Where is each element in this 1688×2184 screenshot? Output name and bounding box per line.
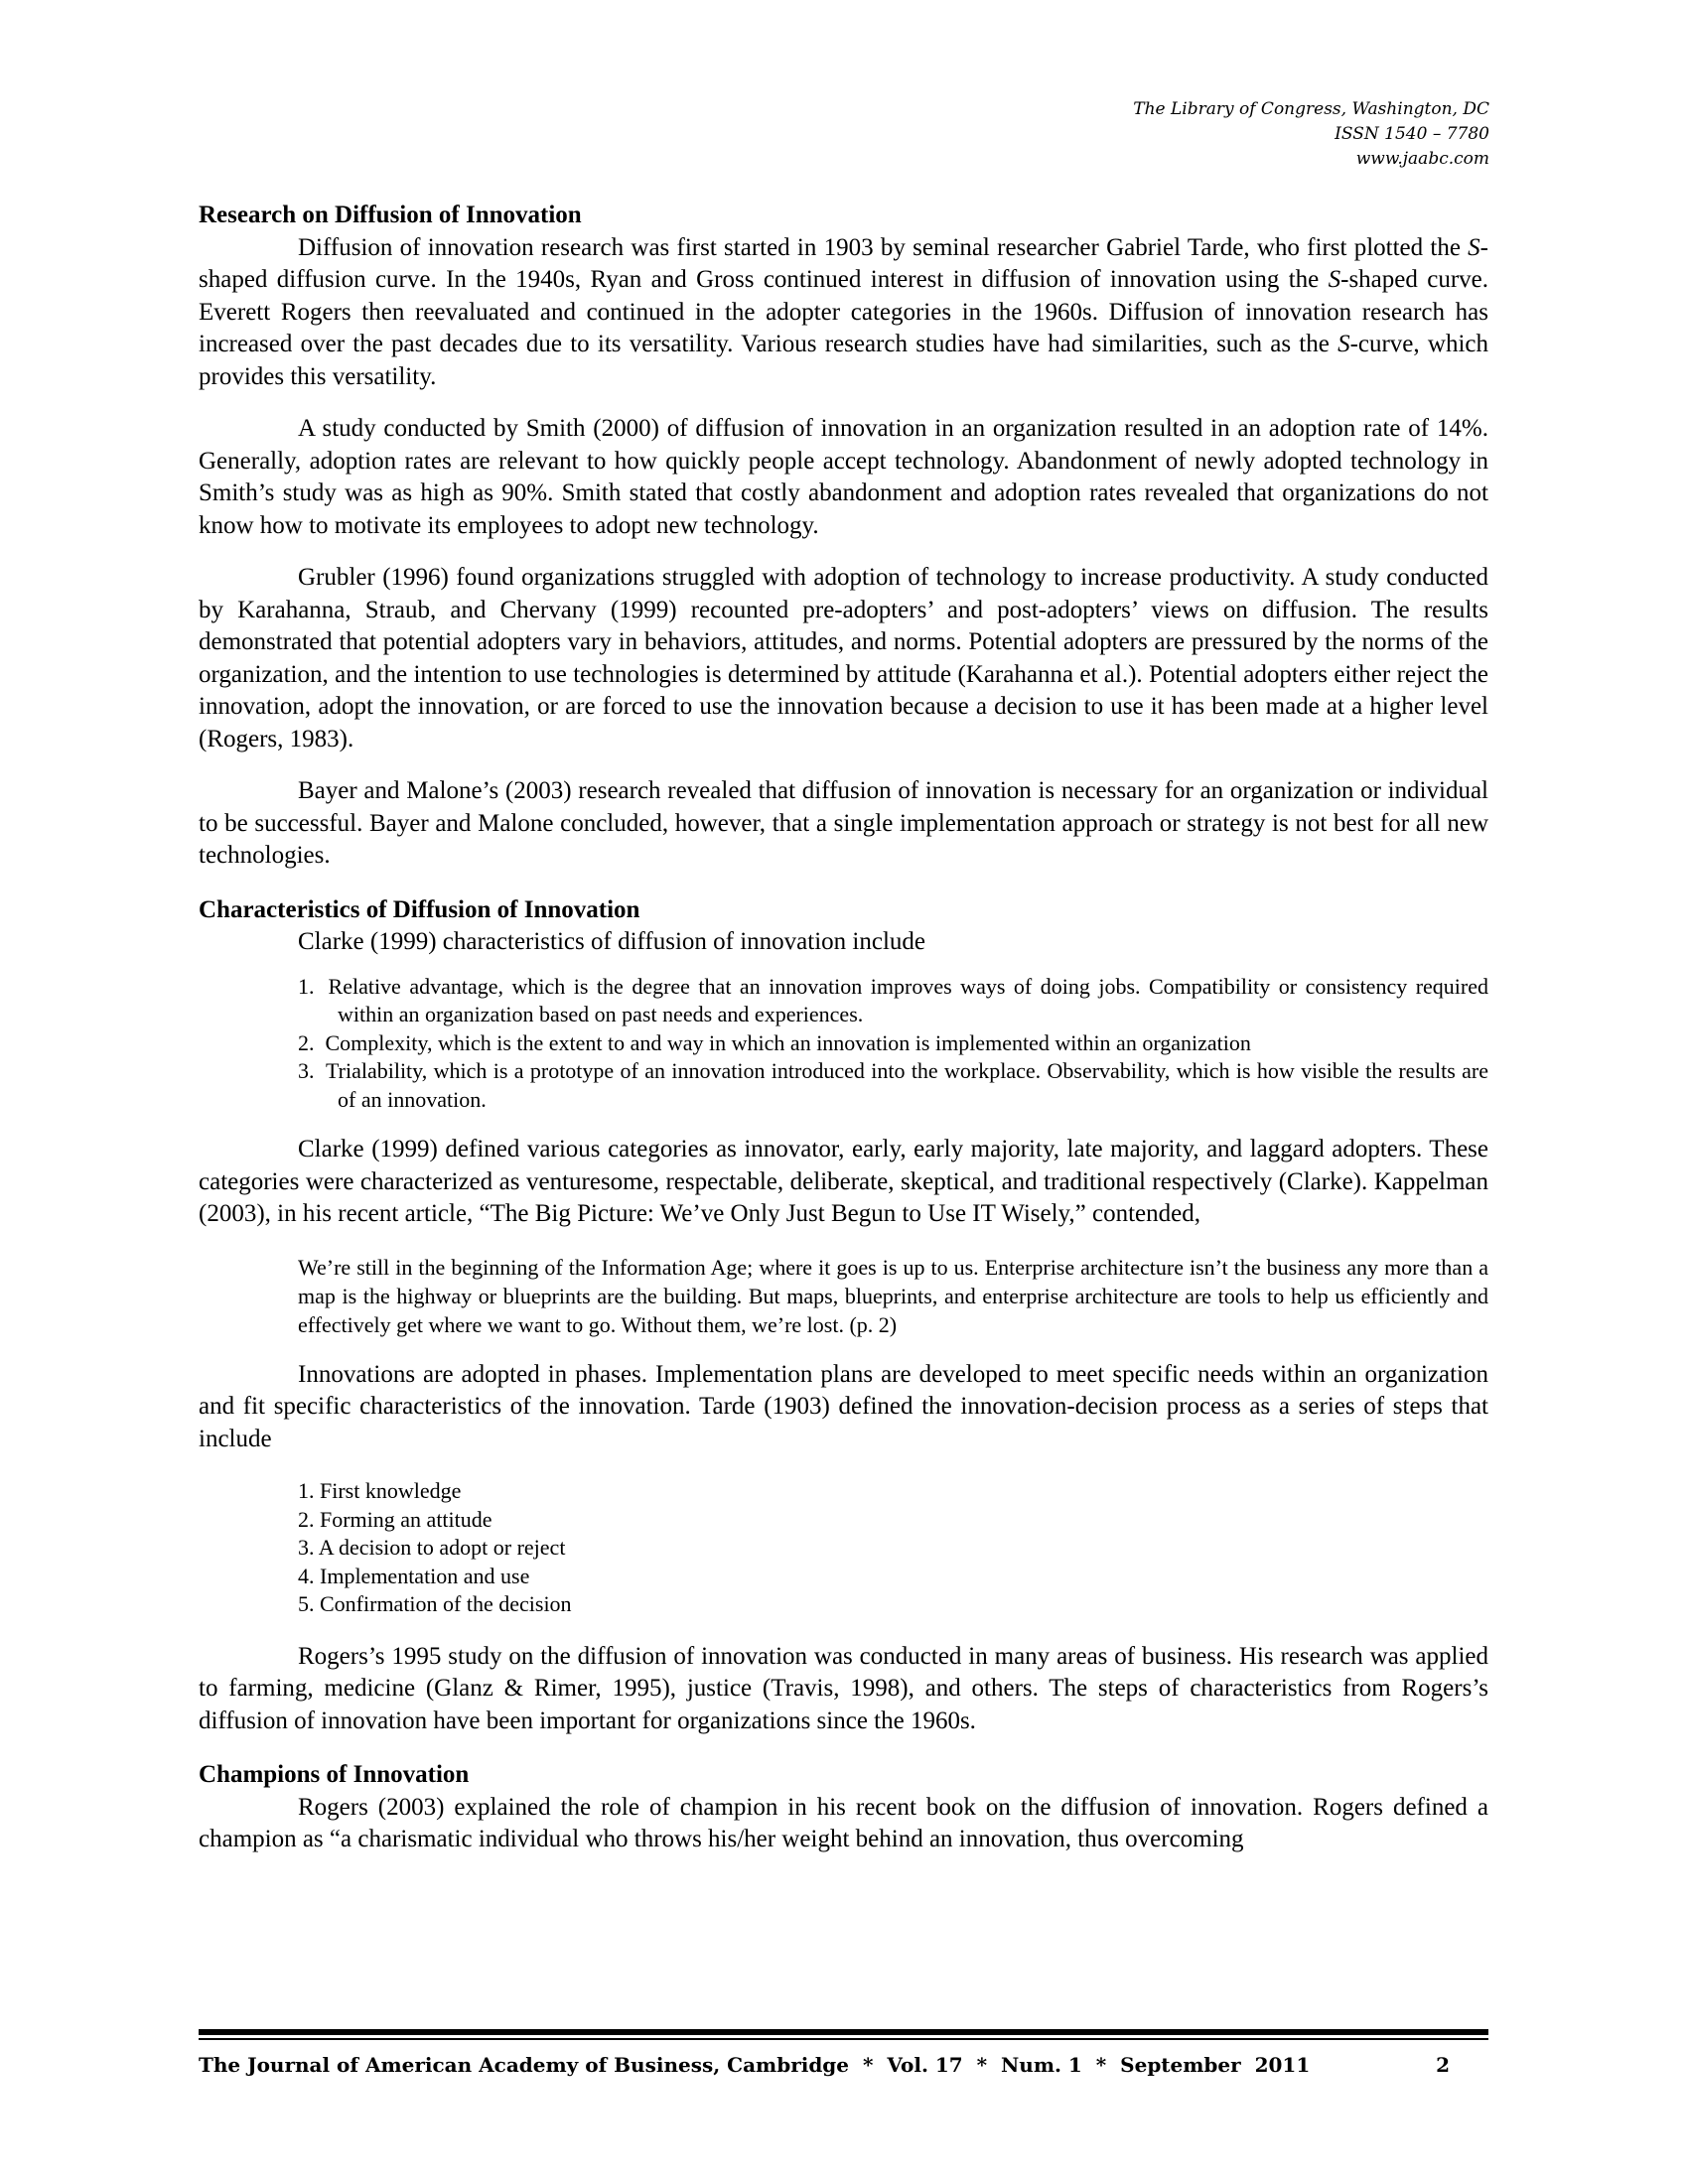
text-run: -shaped curve. Everett Rogers then reevaluated and continued in the adopter categories in the 1960s. Diffusion of innovation research has increased over the past decades due to its versatility. Various research studies have had similarities, such as the — [199, 266, 1489, 357]
paragraph-characteristics-intro: Clarke (1999) characteristics of diffusion of innovation include — [298, 928, 925, 955]
list-text: Complexity, which is the extent to and way in which an innovation is implemented within an organization — [325, 1029, 1251, 1055]
list-number: 1. — [298, 973, 315, 999]
running-header — [894, 97, 1489, 172]
article-body — [199, 200, 1488, 1878]
page-number: 2 — [1436, 2053, 1450, 2077]
footer-rule-thin — [199, 2038, 1488, 2040]
running-footer — [199, 2053, 1450, 2077]
list-item: 5. Confirmation of the decision — [298, 1591, 572, 1616]
header-website: www.jaabc.com — [1355, 149, 1489, 169]
paragraph-research-3: Grubler (1996) found organizations struggled with adoption of technology to increase productivity. A study conducted by Karahanna, Straub, and Chervany (1999) recounted pre-adopters’ and post-adopters’ views on diffusion. The results demonstrated that potential adopters vary in behaviors, attitudes, and norms. Potential adopters are pressured by the norms of the organization, and the intention to use technologies is determined by attitude (Karahanna et al.). Potential adopters either reject the innovation, adopt the innovation, or are forced to use the innovation because a decision to use it has been made at a higher level (Rogers, 1983). — [199, 564, 1488, 752]
text-run: -curve, which provides this versatility. — [199, 331, 1488, 390]
list-item: 3. A decision to adopt or reject — [298, 1535, 566, 1560]
list-item: 1. First knowledge — [298, 1478, 462, 1503]
list-text: Relative advantage, which is the degree that an innovation improves ways of doing jobs. Compatibility or consistency required within an organization based on past needs and experiences. — [328, 973, 1489, 1026]
section-heading-champions: Champions of Innovation — [199, 1761, 470, 1788]
paragraph-characteristics-1: Clarke (1999) defined various categories as innovator, early, early majority, late majority, and laggard adopters. These categories were characterized as venturesome, respectable, deliberate, skeptical, and traditional respectively (Clarke). Kappelman (2003), in his recent article, “The Big Picture: We’ve Only Just Begun to Use IT Wisely,” contended, — [199, 1136, 1488, 1227]
list-item — [298, 973, 1488, 1029]
list-number: 2. — [298, 1029, 315, 1055]
italic-s: S — [1328, 266, 1341, 293]
paragraph-characteristics-2: Innovations are adopted in phases. Implementation plans are developed to meet specific needs within an organization and fit specific characteristics of the innovation. Tarde (1903) defined the innovation-decision process as a series of steps that include — [199, 1360, 1488, 1452]
text-run: -shaped diffusion curve. In the 1940s, Ryan and Gross continued interest in diffusion of innovation using the — [199, 233, 1488, 293]
paragraph-champions-1: Rogers (2003) explained the role of champion in his recent book on the diffusion of innovation. Rogers defined a champion as “a charismatic individual who throws his/her weight behind an innovation, thus overcoming — [199, 1793, 1488, 1852]
header-library: The Library of Congress, Washington, DC — [1133, 99, 1489, 119]
decision-steps-list — [199, 1477, 1488, 1619]
paragraph-research-2: A study conducted by Smith (2000) of diffusion of innovation in an organization resulted in an adoption rate of 14%. Generally, adoption rates are relevant to how quickly people accept technology. Abandonment of newly adopted technology in Smith’s study was as high as 90%. Smith stated that costly abandonment and adoption rates revealed that organizations do not know how to motivate its employees to adopt new technology. — [199, 415, 1488, 539]
paragraph-research-1 — [199, 232, 1488, 394]
italic-s: S — [1337, 331, 1350, 357]
text-run: Diffusion of innovation research was first started in 1903 by seminal researcher Gabriel Tarde, who first plotted the — [298, 233, 1469, 261]
list-text: Trialability, which is a prototype of an innovation introduced into the workplace. Observability, which is how visible the results are of an innovation. — [325, 1058, 1489, 1112]
section-heading-characteristics: Characteristics of Diffusion of Innovation — [199, 895, 640, 923]
footer-journal: The Journal of American Academy of Business, Cambridge * Vol. 17 * Num. 1 * September 2011 — [199, 2053, 1311, 2077]
header-issn: ISSN 1540 – 7780 — [1335, 124, 1489, 144]
section-heading-research: Research on Diffusion of Innovation — [199, 202, 582, 228]
list-item — [298, 1029, 1488, 1058]
characteristics-list — [199, 973, 1488, 1115]
list-number: 3. — [298, 1058, 315, 1083]
footer-rule-thick — [199, 2029, 1488, 2035]
paragraph-characteristics-3: Rogers’s 1995 study on the diffusion of innovation was conducted in many areas of business. His research was applied to farming, medicine (Glanz & Rimer, 1995), justice (Travis, 1998), and others. The steps of characteristics from Rogers’s diffusion of innovation have been important for organizations since the 1960s. — [199, 1642, 1488, 1734]
block-quote: We’re still in the beginning of the Information Age; where it goes is up to us. Enterprise architecture isn’t the business any more than a map is the highway or blueprints are the building. But maps, blueprints, and enterprise architecture are tools to help us efficiently and effectively get where we want to go. Without them, we’re lost. (p. 2) — [298, 1254, 1488, 1337]
paragraph-research-4: Bayer and Malone’s (2003) research revealed that diffusion of innovation is necessary for an organization or individual to be successful. Bayer and Malone concluded, however, that a single implementation approach or strategy is not best for all new technologies. — [199, 777, 1488, 869]
list-item: 4. Implementation and use — [298, 1563, 530, 1588]
italic-s: S — [1468, 233, 1480, 261]
list-item: 2. Forming an attitude — [298, 1506, 492, 1532]
list-item — [298, 1057, 1488, 1114]
